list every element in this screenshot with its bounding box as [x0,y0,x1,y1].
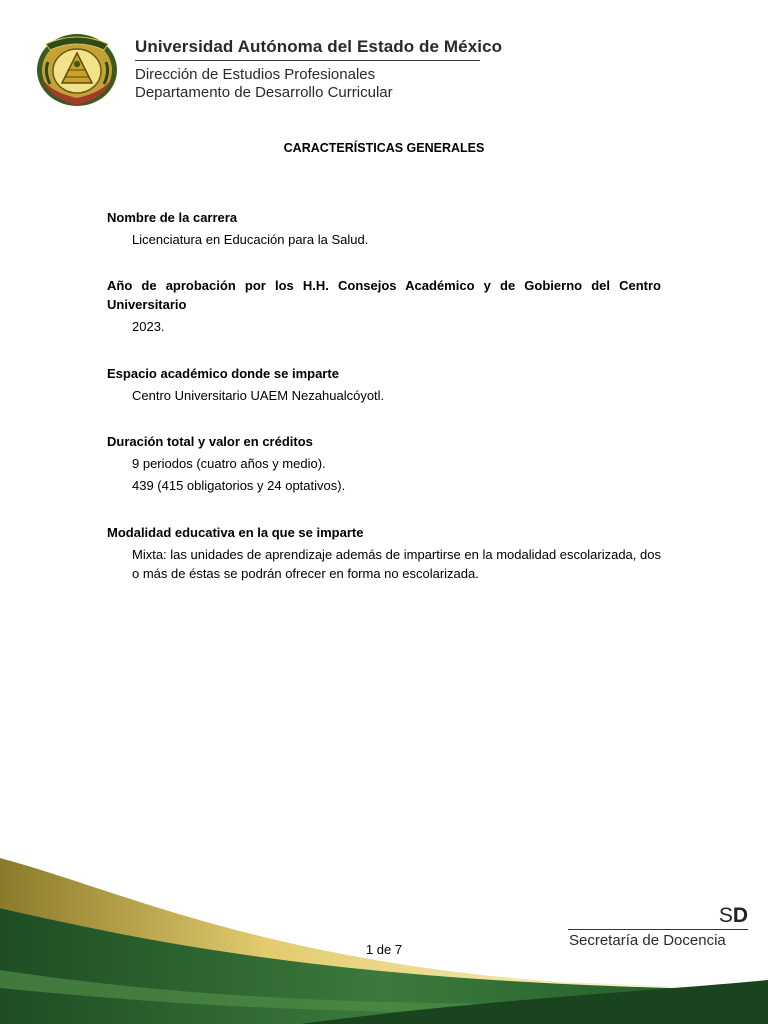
section-value: 2023. [132,319,165,334]
section-title: Año de aprobación por los H.H. Consejos Académico y de Gobierno del Centro Universitario [107,278,661,312]
sd-divider [568,929,748,930]
section-value: 439 (415 obligatorios y 24 optativos). [132,478,346,493]
section-title: Nombre de la carrera [107,210,238,225]
department-name: Departamento de Desarrollo Curricular [135,84,393,101]
section-academic-space [107,364,661,405]
secretaria-docencia-label: Secretaría de Docencia [569,932,726,949]
section-educational-modality [107,523,661,583]
section-title: Duración total y valor en créditos [107,434,313,449]
section-value: Mixta: las unidades de aprendizaje además de impartirse en la modalidad escolarizada, dos o más de éstas se podrán ofrecer en forma no escolarizada. [132,547,661,581]
institution-name: Universidad Autónoma del Estado de México [135,37,503,56]
university-crest-logo [34,28,120,108]
section-title: Espacio académico donde se imparte [107,366,339,381]
section-value: Licenciatura en Educación para la Salud. [132,232,369,247]
directorate-name: Dirección de Estudios Profesionales [135,66,376,83]
section-approval-year [107,276,661,336]
page-heading: CARACTERÍSTICAS GENERALES [283,141,485,155]
section-value: Centro Universitario UAEM Nezahualcóyotl. [132,388,385,403]
sd-logo-prefix: S [718,904,733,927]
header-divider [135,60,480,61]
section-duration-credits [107,432,661,495]
section-value: 9 periodos (cuatro años y medio). [132,456,326,471]
section-career-name [107,208,661,249]
sd-logo-mark [708,904,748,928]
page-number: 1 de 7 [365,942,403,957]
sd-logo-bold: D [732,904,748,927]
section-title: Modalidad educativa en la que se imparte [107,525,364,540]
